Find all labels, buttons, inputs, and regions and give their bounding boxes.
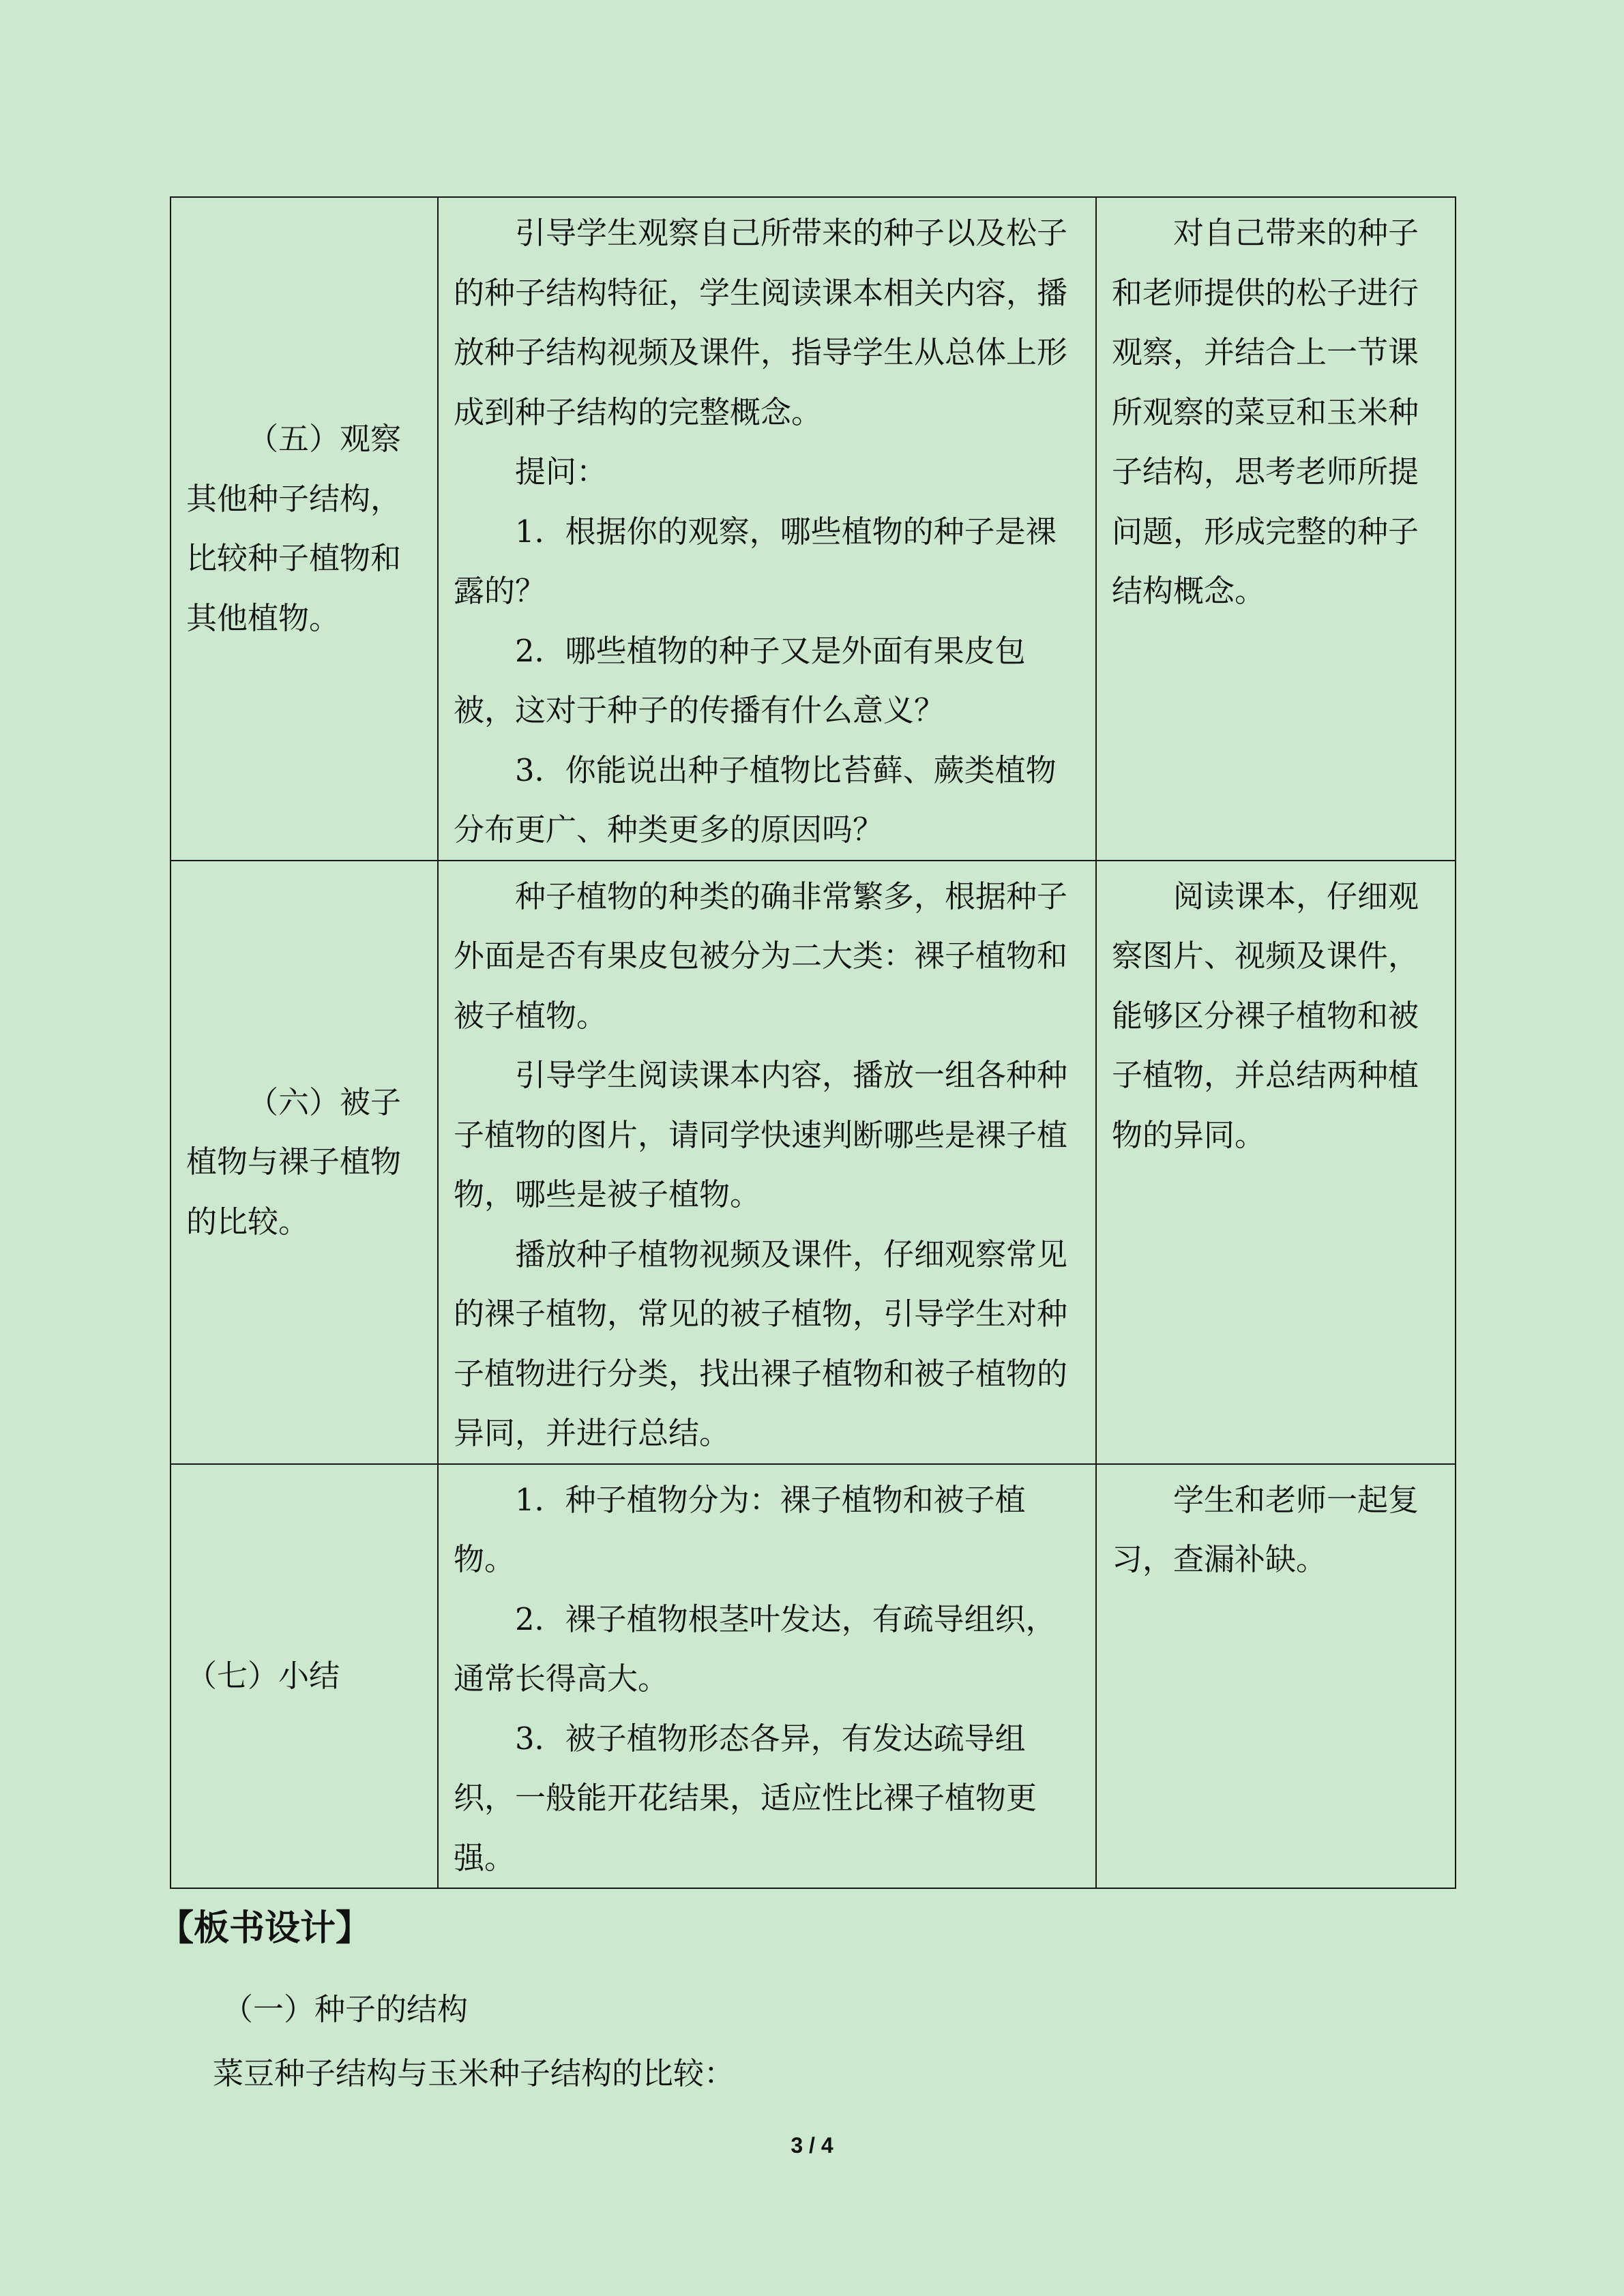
- student-paragraph: 阅读课本，仔细观察图片、视频及课件，能够区分裸子植物和被子植物，并总结两种植物的异同。: [1112, 878, 1419, 1153]
- lesson-table: [170, 196, 1456, 1889]
- teacher-paragraph: 种子植物的种类的确非常繁多，根据种子外面是否有果皮包被分为二大类：裸子植物和被子植物。: [454, 878, 1068, 1034]
- stage-cell: [171, 861, 438, 1464]
- teacher-paragraph: 3．你能说出种子植物比苔藓、蕨类植物分布更广、种类更多的原因吗？: [454, 751, 1057, 848]
- stage-cell: [171, 197, 438, 861]
- student-activity-cell: [1096, 1464, 1456, 1889]
- teacher-activity-cell: [438, 197, 1096, 861]
- student-paragraph: 对自己带来的种子和老师提供的松子进行观察，并结合上一节课所观察的菜豆和玉米种子结构，思考老师所提问题，形成完整的种子结构概念。: [1112, 215, 1419, 609]
- teacher-activity-cell: [438, 861, 1096, 1464]
- teacher-paragraph: 3．被子植物形态各异，有发达疏导组织，一般能开花结果，适应性比裸子植物更强。: [454, 1720, 1037, 1876]
- table-row: [171, 1464, 1456, 1889]
- stage-text: （五）观察其他种子结构，比较种子植物和其他植物。: [186, 421, 402, 636]
- teacher-paragraph: 1．种子植物分为：裸子植物和被子植物。: [454, 1481, 1026, 1577]
- student-activity-cell: [1096, 861, 1456, 1464]
- teacher-paragraph: 引导学生阅读课本内容，播放一组各种种子植物的图片，请同学快速判断哪些是裸子植物，哪些是被子植物。: [454, 1057, 1068, 1212]
- table-row: [171, 197, 1456, 861]
- board-line-comparison: 菜豆种子结构与玉米种子结构的比较：: [213, 2055, 735, 2091]
- teacher-paragraph: 播放种子植物视频及课件，仔细观察常见的裸子植物，常见的被子植物，引导学生对种子植物进行分类，找出裸子植物和被子植物的异同，并进行总结。: [454, 1236, 1068, 1451]
- teacher-paragraph: 提问：: [515, 453, 608, 490]
- teacher-paragraph: 1．根据你的观察，哪些植物的种子是裸露的？: [454, 513, 1057, 609]
- page-number: 3 / 4: [791, 2133, 833, 2158]
- teacher-paragraph: 2．哪些植物的种子又是外面有果皮包被，这对于种子的传播有什么意义？: [454, 632, 1026, 728]
- student-paragraph: 学生和老师一起复习，查漏补缺。: [1112, 1481, 1419, 1577]
- teacher-paragraph: 2．裸子植物根茎叶发达，有疏导组织，通常长得高大。: [454, 1600, 1057, 1697]
- teacher-paragraph: 引导学生观察自己所带来的种子以及松子的种子结构特征，学生阅读课本相关内容，播放种子结构视频及课件，指导学生从总体上形成到种子结构的完整概念。: [454, 215, 1068, 430]
- stage-cell: [171, 1464, 438, 1889]
- teacher-activity-cell: [438, 1464, 1096, 1889]
- board-design-heading: 【板书设计】: [158, 1908, 372, 1949]
- student-activity-cell: [1096, 197, 1456, 861]
- table-row: [171, 861, 1456, 1464]
- stage-text: （七）小结: [186, 1658, 340, 1694]
- board-line-seed-structure: （一）种子的结构: [222, 1991, 469, 2027]
- stage-text: （六）被子植物与裸子植物的比较。: [186, 1084, 402, 1240]
